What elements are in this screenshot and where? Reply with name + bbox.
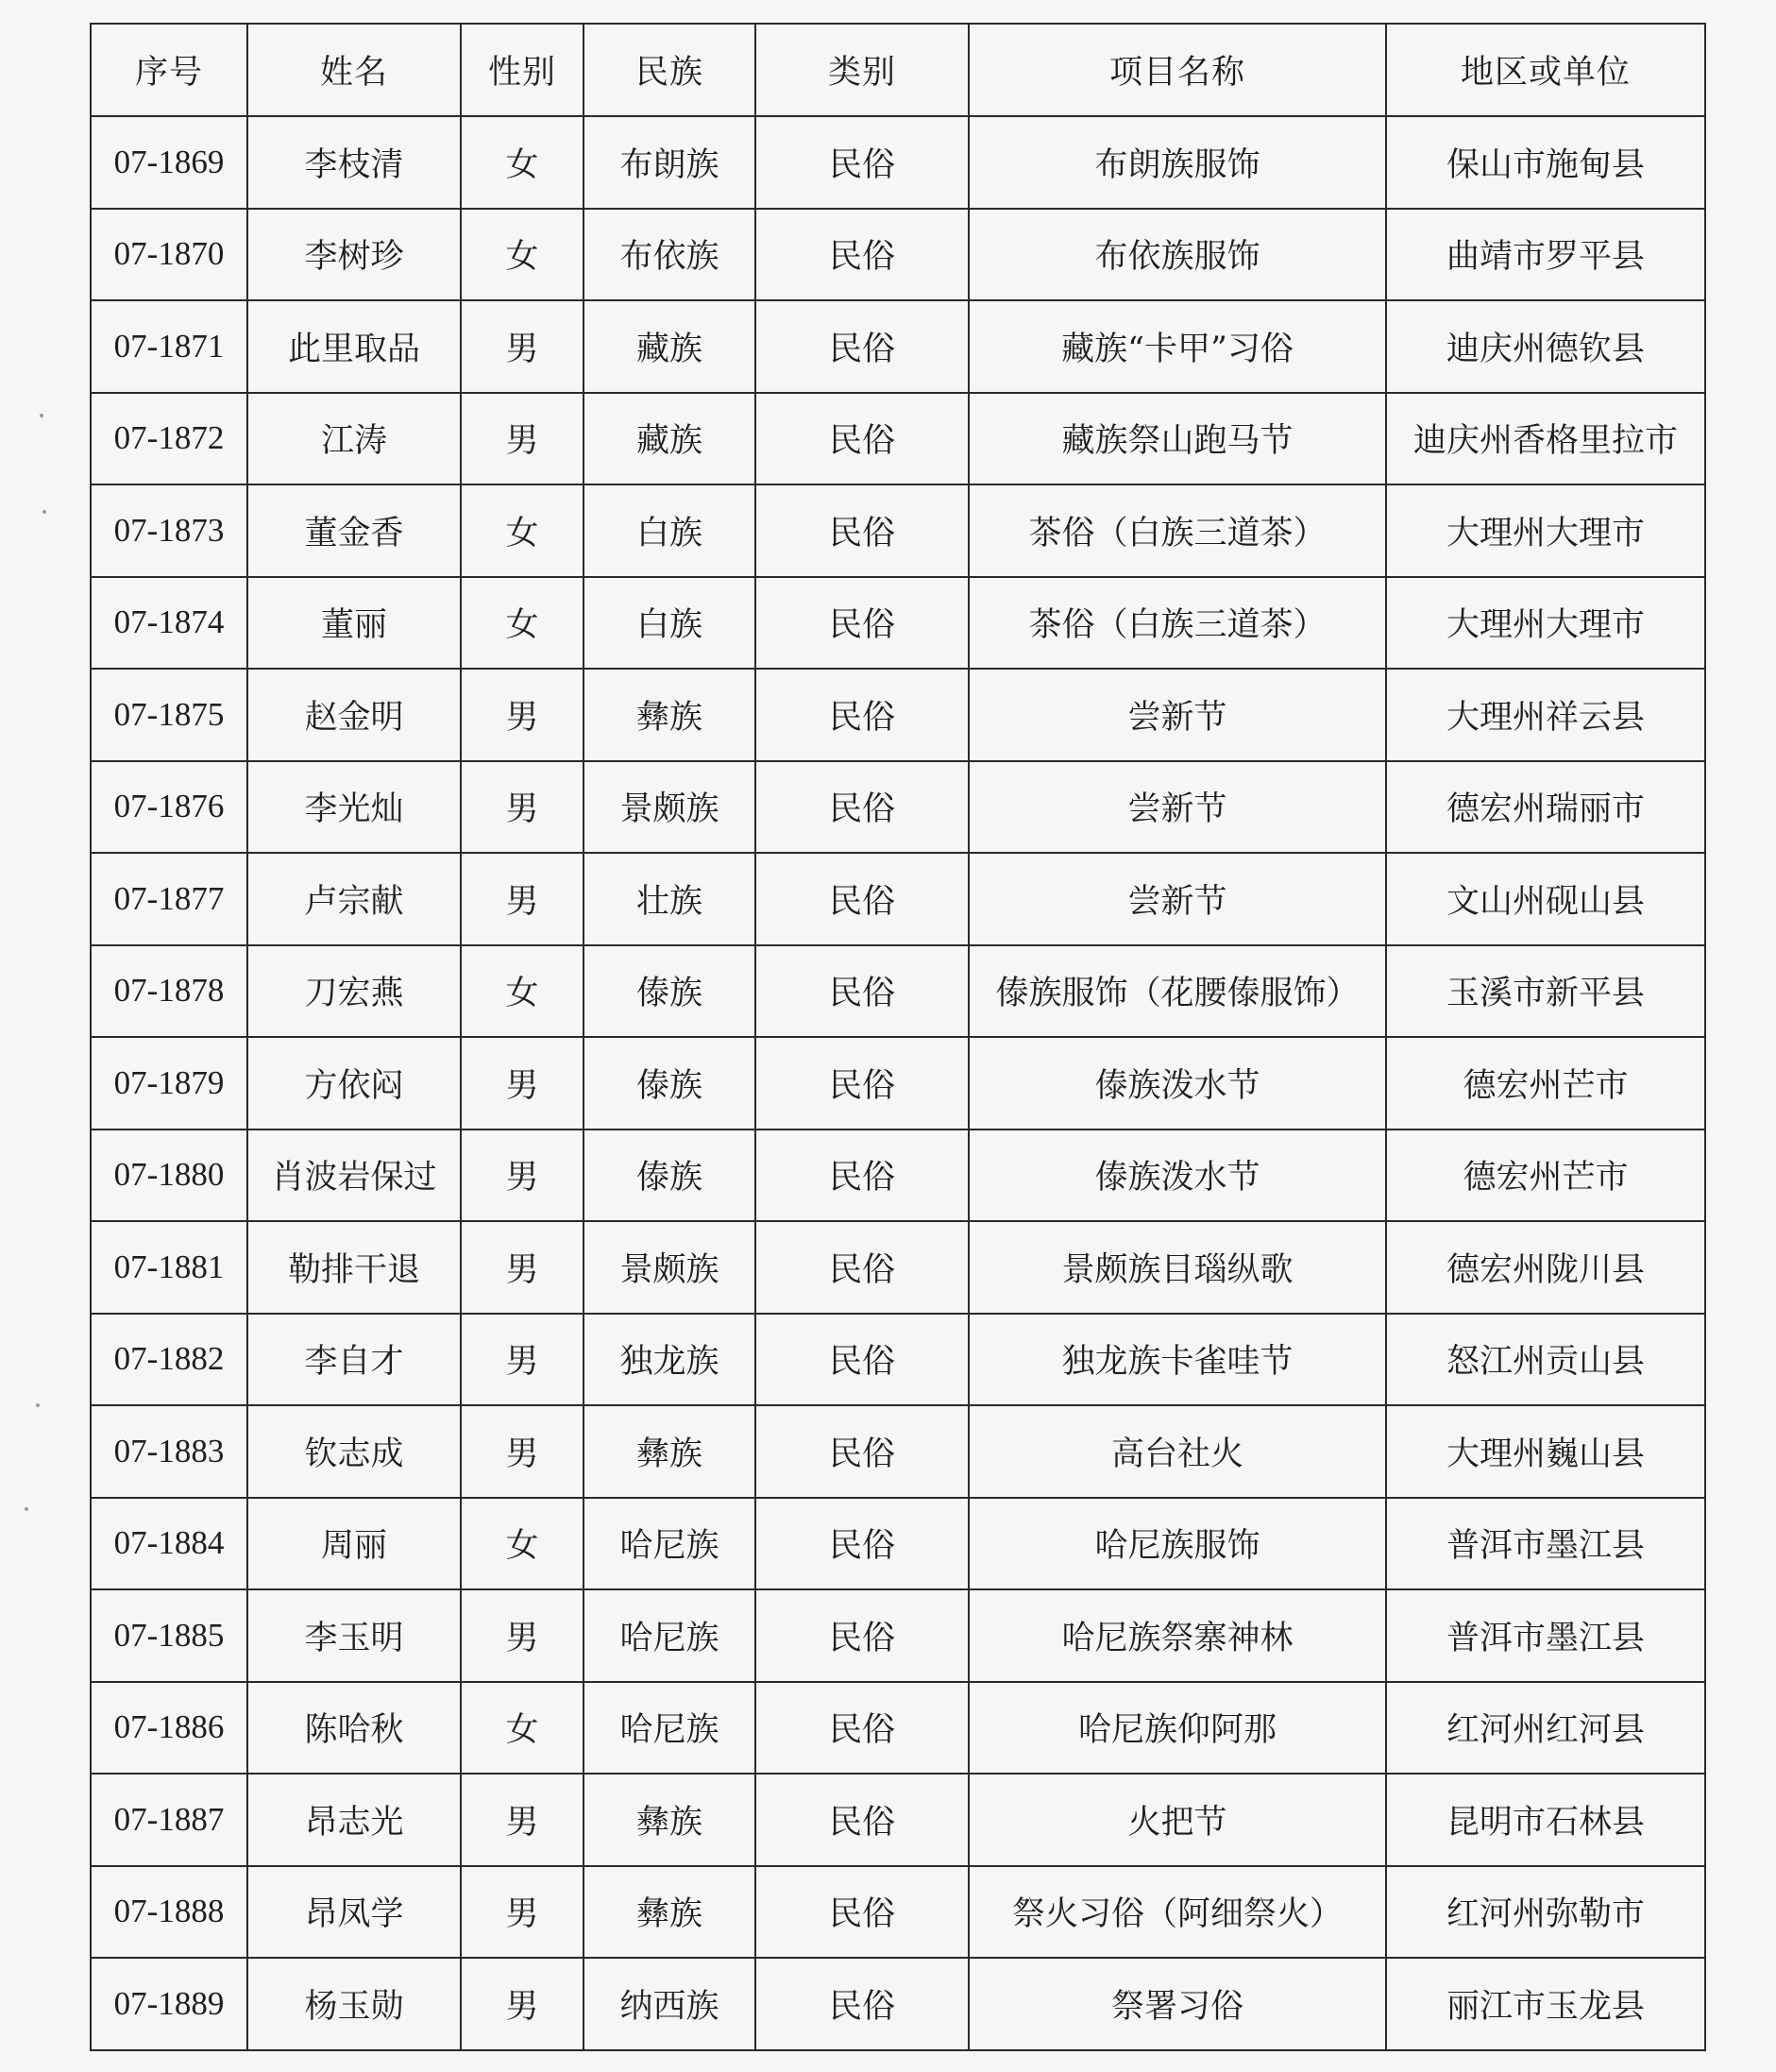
- project-cell: 火把节: [969, 1774, 1386, 1866]
- ethnicity-cell: 彝族: [584, 1774, 755, 1866]
- gender-cell: 女: [461, 484, 584, 577]
- project-cell: 傣族泼水节: [969, 1037, 1386, 1129]
- ethnicity-cell: 傣族: [584, 1037, 755, 1129]
- gender-cell: 男: [461, 1314, 584, 1406]
- header-name: 姓名: [247, 24, 461, 116]
- ethnicity-cell: 哈尼族: [584, 1589, 755, 1682]
- gender-cell: 男: [461, 1958, 584, 2050]
- region-cell: 普洱市墨江县: [1386, 1589, 1705, 1682]
- ethnicity-cell: 壮族: [584, 853, 755, 945]
- category-cell: 民俗: [755, 209, 969, 301]
- gender-cell: 女: [461, 945, 584, 1038]
- gender-cell: 男: [461, 393, 584, 485]
- serial-cell: 07-1879: [91, 1037, 247, 1129]
- region-cell: 迪庆州香格里拉市: [1386, 393, 1705, 485]
- table-row: [91, 209, 1705, 301]
- ethnicity-cell: 哈尼族: [584, 1682, 755, 1775]
- name-cell: 李光灿: [247, 761, 461, 854]
- serial-cell: 07-1883: [91, 1405, 247, 1498]
- table-row: [91, 1866, 1705, 1959]
- project-cell: 哈尼族仰阿那: [969, 1682, 1386, 1775]
- header-category: 类别: [755, 24, 969, 116]
- serial-cell: 07-1884: [91, 1498, 247, 1590]
- project-cell: 祭署习俗: [969, 1958, 1386, 2050]
- table-row: [91, 116, 1705, 209]
- ethnicity-cell: 彝族: [584, 1866, 755, 1959]
- region-cell: 玉溪市新平县: [1386, 945, 1705, 1038]
- region-cell: 德宏州瑞丽市: [1386, 761, 1705, 854]
- region-cell: 德宏州芒市: [1386, 1129, 1705, 1222]
- name-cell: 杨玉勋: [247, 1958, 461, 2050]
- scan-speck: [25, 1507, 28, 1511]
- gender-cell: 女: [461, 1498, 584, 1590]
- serial-cell: 07-1873: [91, 484, 247, 577]
- ethnicity-cell: 景颇族: [584, 761, 755, 854]
- category-cell: 民俗: [755, 1221, 969, 1314]
- region-cell: 迪庆州德钦县: [1386, 300, 1705, 393]
- category-cell: 民俗: [755, 1958, 969, 2050]
- serial-cell: 07-1886: [91, 1682, 247, 1775]
- name-cell: 李玉明: [247, 1589, 461, 1682]
- region-cell: 昆明市石林县: [1386, 1774, 1705, 1866]
- project-cell: 尝新节: [969, 669, 1386, 761]
- project-cell: 祭火习俗（阿细祭火）: [969, 1866, 1386, 1959]
- gender-cell: 女: [461, 209, 584, 301]
- gender-cell: 男: [461, 669, 584, 761]
- category-cell: 民俗: [755, 1314, 969, 1406]
- name-cell: 方依闷: [247, 1037, 461, 1129]
- table-row: [91, 1405, 1705, 1498]
- ethnicity-cell: 布朗族: [584, 116, 755, 209]
- name-cell: 李枝清: [247, 116, 461, 209]
- ethnicity-cell: 景颇族: [584, 1221, 755, 1314]
- serial-cell: 07-1881: [91, 1221, 247, 1314]
- name-cell: 李树珍: [247, 209, 461, 301]
- project-cell: 景颇族目瑙纵歌: [969, 1221, 1386, 1314]
- gender-cell: 女: [461, 116, 584, 209]
- region-cell: 德宏州芒市: [1386, 1037, 1705, 1129]
- category-cell: 民俗: [755, 1129, 969, 1222]
- gender-cell: 男: [461, 1405, 584, 1498]
- project-cell: 茶俗（白族三道茶）: [969, 577, 1386, 670]
- table-row: [91, 1498, 1705, 1590]
- region-cell: 大理州巍山县: [1386, 1405, 1705, 1498]
- category-cell: 民俗: [755, 1498, 969, 1590]
- table-row: [91, 1774, 1705, 1866]
- gender-cell: 男: [461, 761, 584, 854]
- gender-cell: 男: [461, 1866, 584, 1959]
- serial-cell: 07-1872: [91, 393, 247, 485]
- gender-cell: 男: [461, 1589, 584, 1682]
- name-cell: 昂凤学: [247, 1866, 461, 1959]
- header-region: 地区或单位: [1386, 24, 1705, 116]
- category-cell: 民俗: [755, 945, 969, 1038]
- category-cell: 民俗: [755, 116, 969, 209]
- name-cell: 陈哈秋: [247, 1682, 461, 1775]
- serial-cell: 07-1874: [91, 577, 247, 670]
- header-gender: 性别: [461, 24, 584, 116]
- serial-cell: 07-1870: [91, 209, 247, 301]
- ethnicity-cell: 藏族: [584, 300, 755, 393]
- name-cell: 刀宏燕: [247, 945, 461, 1038]
- name-cell: 卢宗献: [247, 853, 461, 945]
- project-cell: 茶俗（白族三道茶）: [969, 484, 1386, 577]
- name-cell: 李自才: [247, 1314, 461, 1406]
- gender-cell: 男: [461, 1129, 584, 1222]
- region-cell: 普洱市墨江县: [1386, 1498, 1705, 1590]
- serial-cell: 07-1889: [91, 1958, 247, 2050]
- name-cell: 周丽: [247, 1498, 461, 1590]
- category-cell: 民俗: [755, 853, 969, 945]
- header-project: 项目名称: [969, 24, 1386, 116]
- name-cell: 勒排干退: [247, 1221, 461, 1314]
- category-cell: 民俗: [755, 1589, 969, 1682]
- project-cell: 藏族祭山跑马节: [969, 393, 1386, 485]
- region-cell: 大理州祥云县: [1386, 669, 1705, 761]
- ethnicity-cell: 傣族: [584, 1129, 755, 1222]
- region-cell: 大理州大理市: [1386, 577, 1705, 670]
- serial-cell: 07-1887: [91, 1774, 247, 1866]
- project-cell: 独龙族卡雀哇节: [969, 1314, 1386, 1406]
- table-row: [91, 1037, 1705, 1129]
- region-cell: 怒江州贡山县: [1386, 1314, 1705, 1406]
- name-cell: 赵金明: [247, 669, 461, 761]
- gender-cell: 男: [461, 1037, 584, 1129]
- table-row: [91, 761, 1705, 854]
- category-cell: 民俗: [755, 1037, 969, 1129]
- table-row: [91, 1129, 1705, 1222]
- category-cell: 民俗: [755, 393, 969, 485]
- name-cell: 昂志光: [247, 1774, 461, 1866]
- name-cell: 钦志成: [247, 1405, 461, 1498]
- table-row: [91, 1682, 1705, 1775]
- table-header: [91, 24, 1705, 116]
- gender-cell: 男: [461, 1221, 584, 1314]
- table-row: [91, 945, 1705, 1038]
- header-row: [91, 24, 1705, 116]
- name-cell: 此里取品: [247, 300, 461, 393]
- region-cell: 大理州大理市: [1386, 484, 1705, 577]
- name-cell: 董丽: [247, 577, 461, 670]
- table-row: [91, 1221, 1705, 1314]
- header-serial: 序号: [91, 24, 247, 116]
- ethnicity-cell: 藏族: [584, 393, 755, 485]
- name-cell: 江涛: [247, 393, 461, 485]
- project-cell: 哈尼族祭寨神林: [969, 1589, 1386, 1682]
- category-cell: 民俗: [755, 669, 969, 761]
- serial-cell: 07-1885: [91, 1589, 247, 1682]
- category-cell: 民俗: [755, 577, 969, 670]
- ethnicity-cell: 彝族: [584, 1405, 755, 1498]
- category-cell: 民俗: [755, 1866, 969, 1959]
- region-cell: 德宏州陇川县: [1386, 1221, 1705, 1314]
- serial-cell: 07-1888: [91, 1866, 247, 1959]
- table-row: [91, 1314, 1705, 1406]
- table-row: [91, 393, 1705, 485]
- table-row: [91, 577, 1705, 670]
- region-cell: 丽江市玉龙县: [1386, 1958, 1705, 2050]
- gender-cell: 男: [461, 853, 584, 945]
- table-row: [91, 300, 1705, 393]
- ethnicity-cell: 白族: [584, 577, 755, 670]
- category-cell: 民俗: [755, 761, 969, 854]
- region-cell: 文山州砚山县: [1386, 853, 1705, 945]
- table-row: [91, 1958, 1705, 2050]
- serial-cell: 07-1871: [91, 300, 247, 393]
- ethnicity-cell: 纳西族: [584, 1958, 755, 2050]
- region-cell: 保山市施甸县: [1386, 116, 1705, 209]
- table-row: [91, 669, 1705, 761]
- name-cell: 肖波岩保过: [247, 1129, 461, 1222]
- gender-cell: 男: [461, 300, 584, 393]
- scan-speck: [40, 414, 43, 417]
- scan-speck: [42, 510, 46, 514]
- gender-cell: 女: [461, 1682, 584, 1775]
- gender-cell: 女: [461, 577, 584, 670]
- project-cell: 傣族泼水节: [969, 1129, 1386, 1222]
- gender-cell: 男: [461, 1774, 584, 1866]
- project-cell: 布朗族服饰: [969, 116, 1386, 209]
- project-cell: 傣族服饰（花腰傣服饰）: [969, 945, 1386, 1038]
- table-body: [91, 116, 1705, 2050]
- scan-speck: [36, 1403, 40, 1407]
- serial-cell: 07-1877: [91, 853, 247, 945]
- serial-cell: 07-1878: [91, 945, 247, 1038]
- table-row: [91, 853, 1705, 945]
- category-cell: 民俗: [755, 484, 969, 577]
- ethnicity-cell: 独龙族: [584, 1314, 755, 1406]
- serial-cell: 07-1880: [91, 1129, 247, 1222]
- project-cell: 尝新节: [969, 761, 1386, 854]
- category-cell: 民俗: [755, 1682, 969, 1775]
- ethnicity-cell: 彝族: [584, 669, 755, 761]
- project-cell: 藏族“卡甲”习俗: [969, 300, 1386, 393]
- category-cell: 民俗: [755, 1405, 969, 1498]
- project-cell: 哈尼族服饰: [969, 1498, 1386, 1590]
- table-row: [91, 484, 1705, 577]
- region-cell: 红河州红河县: [1386, 1682, 1705, 1775]
- serial-cell: 07-1869: [91, 116, 247, 209]
- region-cell: 曲靖市罗平县: [1386, 209, 1705, 301]
- heritage-inheritor-table: [90, 23, 1706, 2051]
- project-cell: 高台社火: [969, 1405, 1386, 1498]
- category-cell: 民俗: [755, 300, 969, 393]
- ethnicity-cell: 布依族: [584, 209, 755, 301]
- ethnicity-cell: 傣族: [584, 945, 755, 1038]
- table-row: [91, 1589, 1705, 1682]
- ethnicity-cell: 白族: [584, 484, 755, 577]
- header-ethnicity: 民族: [584, 24, 755, 116]
- ethnicity-cell: 哈尼族: [584, 1498, 755, 1590]
- serial-cell: 07-1875: [91, 669, 247, 761]
- project-cell: 布依族服饰: [969, 209, 1386, 301]
- serial-cell: 07-1876: [91, 761, 247, 854]
- project-cell: 尝新节: [969, 853, 1386, 945]
- category-cell: 民俗: [755, 1774, 969, 1866]
- region-cell: 红河州弥勒市: [1386, 1866, 1705, 1959]
- serial-cell: 07-1882: [91, 1314, 247, 1406]
- name-cell: 董金香: [247, 484, 461, 577]
